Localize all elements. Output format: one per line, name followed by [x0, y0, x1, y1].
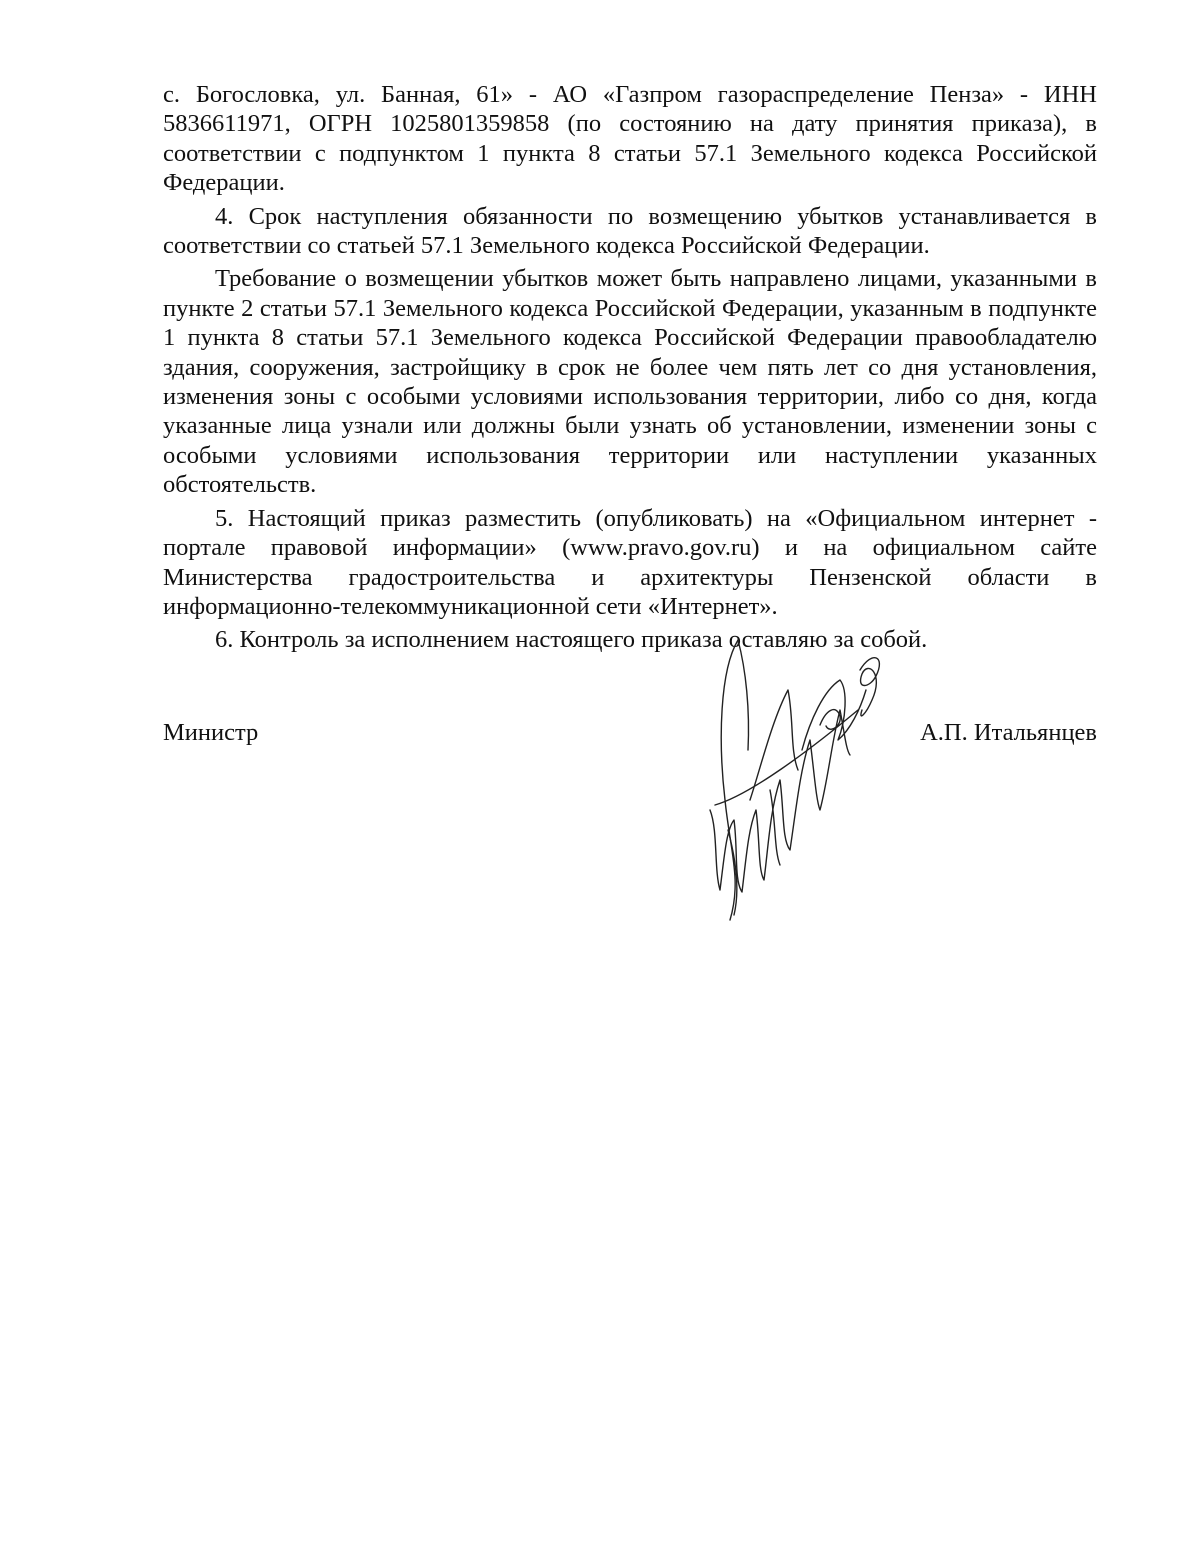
paragraph-item-5: 5. Настоящий приказ разместить (опубликовать) на «Официальном интернет - портале правовой информации» (www.pravo.gov.ru) и на официальном сайте Министерства градостроительства и архитектуры Пензенской области в информационно-телекоммуникационной сети «Интернет».	[163, 504, 1097, 620]
paragraph-continuation: с. Богословка, ул. Банная, 61» - АО «Газпром газораспределение Пенза» - ИНН 5836611971, ОГРН 1025801359858 (по состоянию на дату принятия приказа), в соответствии с подпунктом 1 пункта 8 статьи 57.1 Земельного кодекса Российской Федерации.	[163, 81, 1097, 197]
signatory-title: Министр	[163, 719, 259, 746]
handwritten-signature	[690, 630, 890, 930]
signature-block	[163, 718, 1097, 758]
paragraph-item-4: 4. Срок наступления обязанности по возмещению убытков устанавливается в соответствии со статьей 57.1 Земельного кодекса Российской Федерации.	[163, 202, 1097, 260]
document-body	[163, 80, 1097, 659]
paragraph-requirement: Требование о возмещении убытков может быть направлено лицами, указанными в пункте 2 статьи 57.1 Земельного кодекса Российской Федерации, указанным в подпункте 1 пункта 8 статьи 57.1 Земельного кодекса Российской Федерации правообладателю здания, сооружения, застройщику в срок не более чем пять лет со дня установления, изменения зоны с особыми условиями использования территории, либо со дня, когда указанные лица узнали или должны были узнать об установлении, изменении зоны с особыми условиями использования территории или наступлении указанных обстоятельств.	[163, 265, 1097, 499]
signatory-name: А.П. Итальянцев	[920, 719, 1097, 746]
paragraph-item-6: 6. Контроль за исполнением настоящего приказа оставляю за собой.	[215, 626, 928, 654]
